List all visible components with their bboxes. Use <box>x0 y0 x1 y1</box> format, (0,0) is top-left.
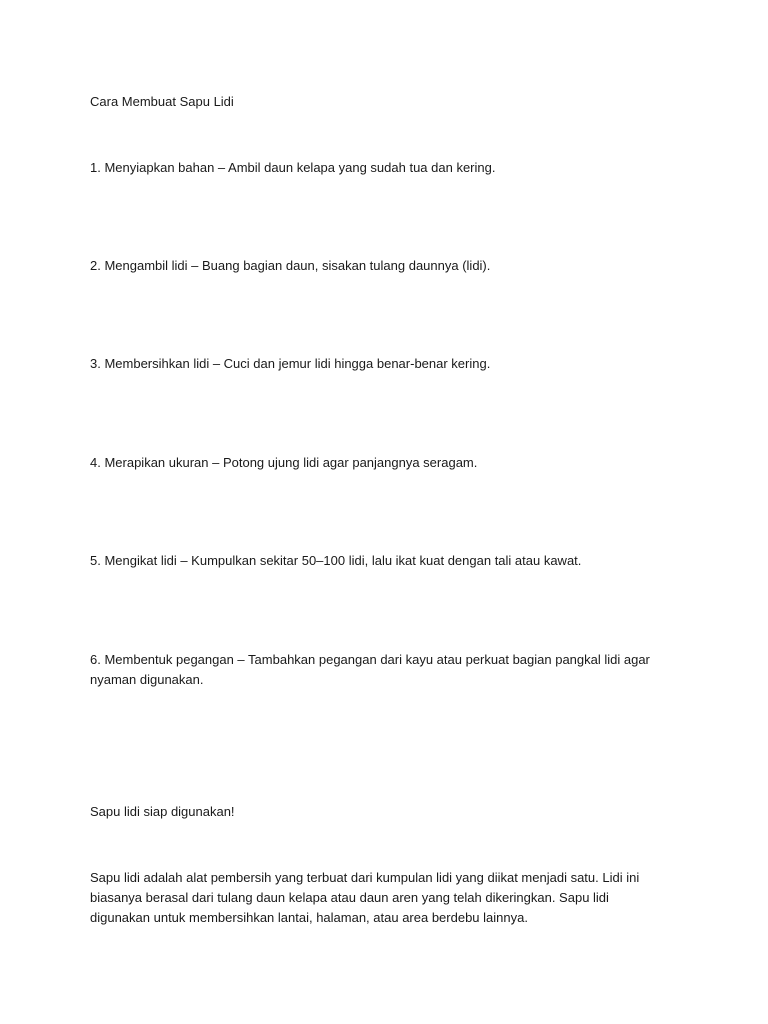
step-item-6: 6. Membentuk pegangan – Tambahkan pegangan dari kayu atau perkuat bagian pangkal lidi agar nyaman digunakan. <box>90 652 650 687</box>
step-item-3: 3. Membersihkan lidi – Cuci dan jemur lidi hingga benar-benar kering. <box>90 356 491 371</box>
closing-sentence: Sapu lidi siap digunakan! <box>90 804 235 819</box>
step-item-5: 5. Mengikat lidi – Kumpulkan sekitar 50–100 lidi, lalu ikat kuat dengan tali atau kawat. <box>90 553 582 568</box>
step-item-1: 1. Menyiapkan bahan – Ambil daun kelapa yang sudah tua dan kering. <box>90 160 496 175</box>
description-paragraph: Sapu lidi adalah alat pembersih yang terbuat dari kumpulan lidi yang diikat menjadi satu. Lidi ini biasanya berasal dari tulang daun kelapa atau daun aren yang telah dikeringkan. Sapu lidi digunakan untuk membersihkan lantai, halaman, atau area berdebu lainnya. <box>90 870 640 925</box>
document-title: Cara Membuat Sapu Lidi <box>90 94 234 109</box>
step-item-4: 4. Merapikan ukuran – Potong ujung lidi agar panjangnya seragam. <box>90 455 478 470</box>
step-item-2: 2. Mengambil lidi – Buang bagian daun, sisakan tulang daunnya (lidi). <box>90 258 491 273</box>
